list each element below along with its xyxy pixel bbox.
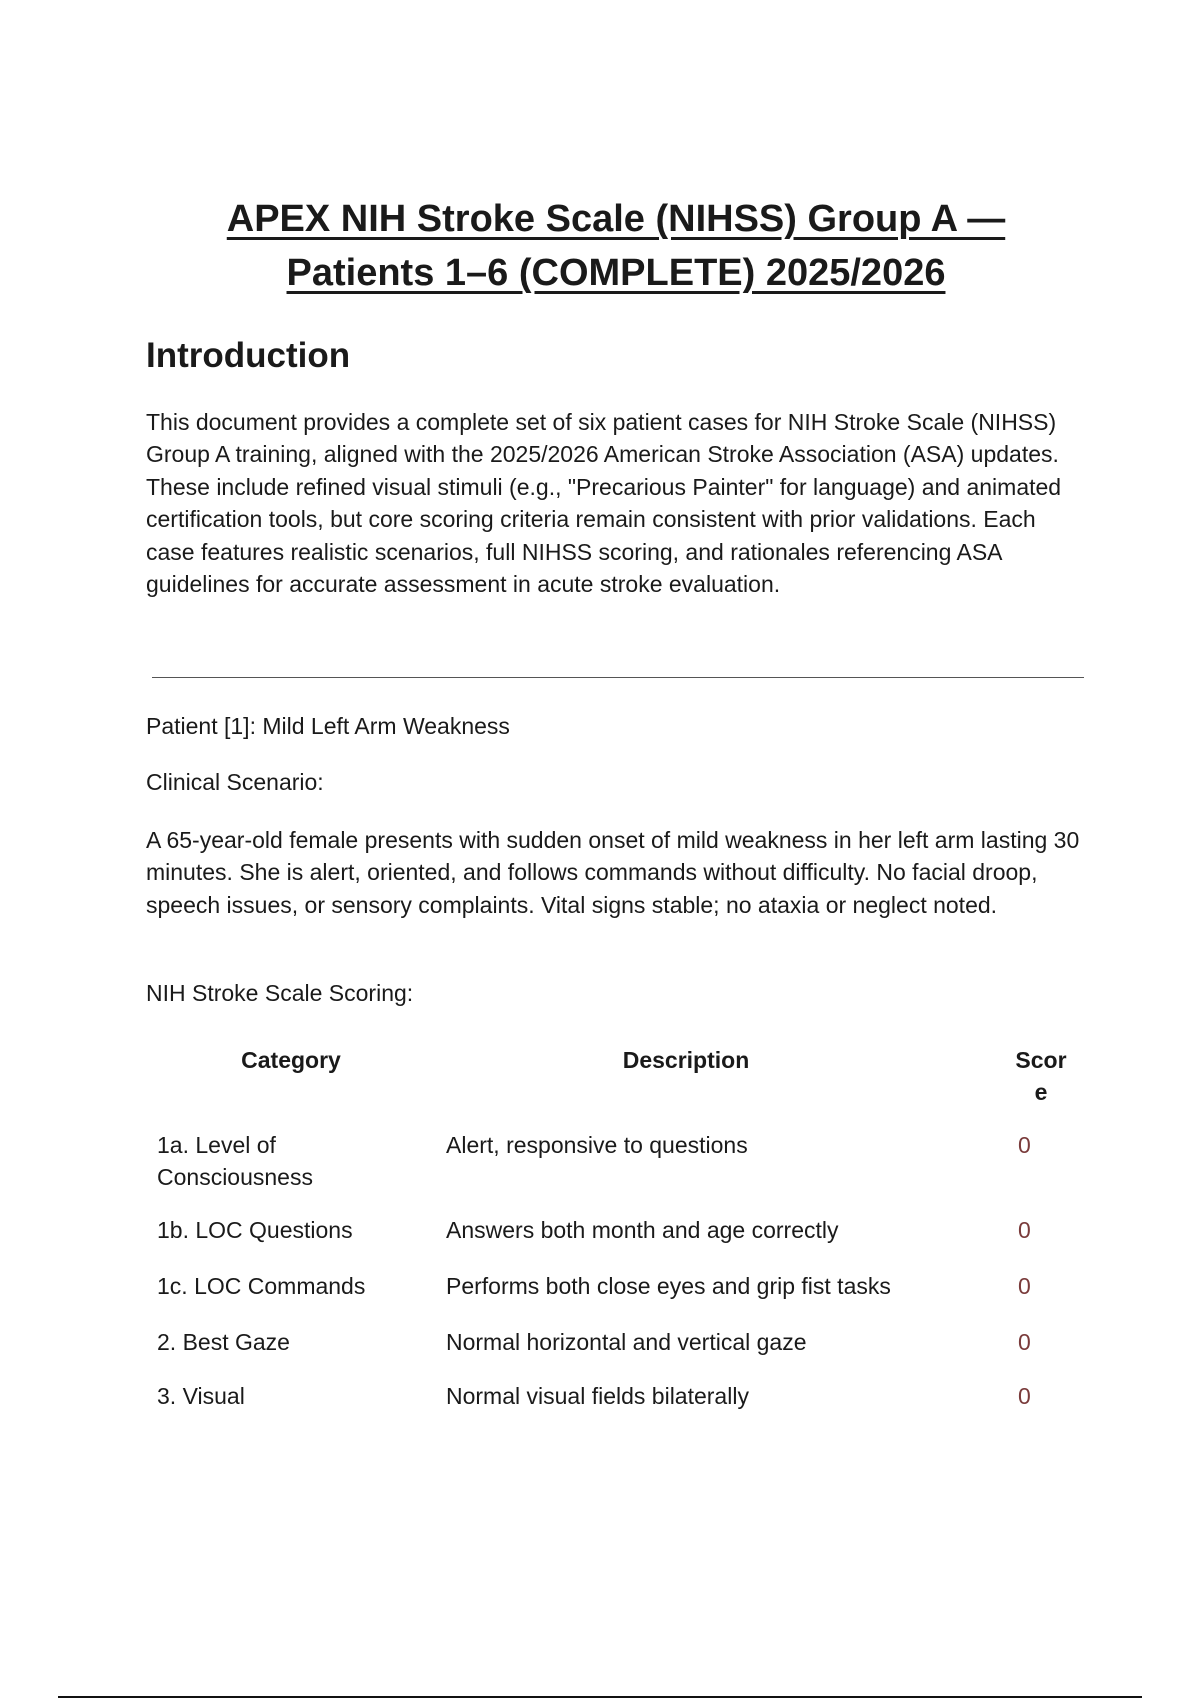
table-row-3-category: 1c. LOC Commands	[157, 1273, 366, 1299]
table-row-3-description: Performs both close eyes and grip fist tasks	[446, 1273, 891, 1299]
table-row-1-category-line-2: Consciousness	[157, 1164, 313, 1190]
table-header-score-part-1: Scor	[1015, 1047, 1067, 1073]
introduction-heading: Introduction	[146, 336, 351, 375]
table-row-2-score: 0	[1018, 1217, 1031, 1243]
scoring-label: NIH Stroke Scale Scoring:	[146, 980, 414, 1006]
document-title-line-1: APEX NIH Stroke Scale (NIHSS) Group A —	[226, 198, 1006, 240]
nihss-score-table	[146, 1040, 1086, 1420]
table-row-1-score: 0	[1018, 1132, 1031, 1158]
table-row-4-description: Normal horizontal and vertical gaze	[446, 1329, 807, 1355]
table-row-3-score: 0	[1018, 1273, 1031, 1299]
document-title-line-2: Patients 1–6 (COMPLETE) 2025/2026	[286, 252, 946, 294]
table-row-1-category-line-1: 1a. Level of	[157, 1132, 276, 1158]
table-row-4-score: 0	[1018, 1329, 1031, 1355]
table-row-1-description: Alert, responsive to questions	[446, 1132, 748, 1158]
table-header-score-part-2: e	[1034, 1079, 1048, 1105]
clinical-scenario-label: Clinical Scenario:	[146, 769, 324, 795]
introduction-paragraph: This document provides a complete set of six patient cases for NIH Stroke Scale (NIHSS) Group A training, aligned with the 2025/2026 American Stroke Association (ASA) updates. These include refined visual stimuli (e.g., "Precarious Painter" for language) and animated certification tools, but core scoring criteria remain consistent with prior validations. Each case features realistic scenarios, full NIHSS scoring, and rationales referencing ASA guidelines for accurate assessment in acute stroke evaluation.	[146, 409, 1062, 598]
section-divider	[152, 677, 1084, 678]
table-row-1-category	[157, 1129, 427, 1193]
table-header-category: Category	[241, 1047, 341, 1073]
page-bottom-rule	[58, 1696, 1142, 1698]
document-title	[146, 192, 1086, 300]
table-row-4-category: 2. Best Gaze	[157, 1329, 290, 1355]
table-row-2-category: 1b. LOC Questions	[157, 1217, 353, 1243]
table-row-5-description: Normal visual fields bilaterally	[446, 1383, 749, 1409]
table-row-5-category: 3. Visual	[157, 1383, 245, 1409]
table-header-description: Description	[622, 1047, 750, 1073]
clinical-scenario-text: A 65-year-old female presents with sudden onset of mild weakness in her left arm lasting 30 minutes. She is alert, oriented, and follows commands without difficulty. No facial droop, speech issues, or sensory complaints. Vital signs stable; no ataxia or neglect noted.	[146, 827, 1080, 918]
table-row-2-description: Answers both month and age correctly	[446, 1217, 839, 1243]
table-row-5-score: 0	[1018, 1383, 1031, 1409]
patient-heading: Patient [1]: Mild Left Arm Weakness	[146, 713, 510, 739]
table-header-score	[1006, 1044, 1076, 1108]
